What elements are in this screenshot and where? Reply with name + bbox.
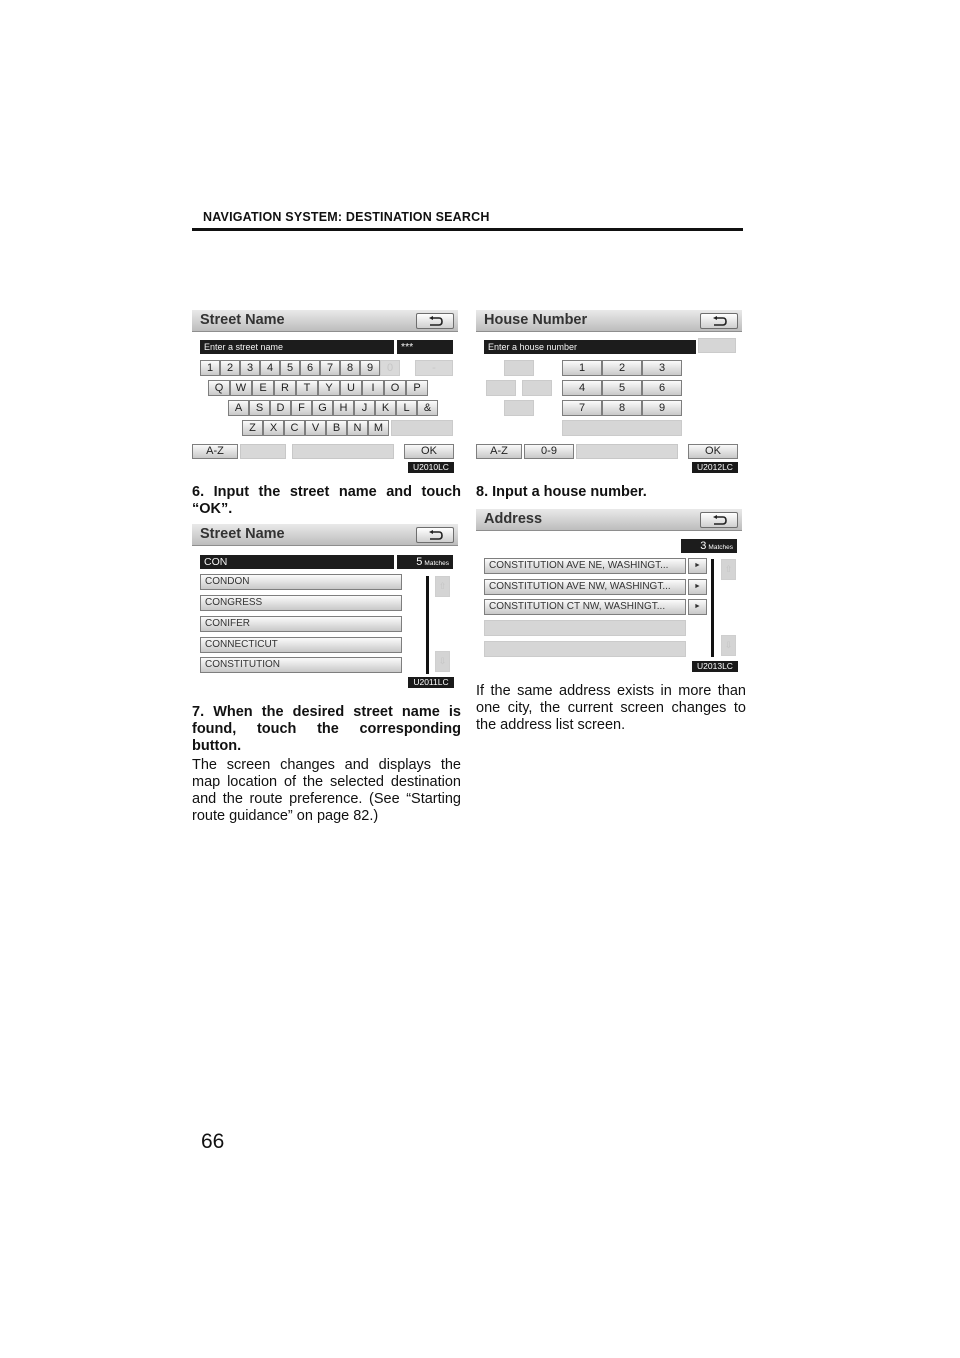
key-6[interactable]: 6 xyxy=(300,360,320,376)
key-9[interactable]: 9 xyxy=(642,400,682,416)
key-w[interactable]: W xyxy=(230,380,252,396)
match-number: 3 xyxy=(700,540,707,552)
key-disabled[interactable] xyxy=(504,400,534,416)
scroll-up-button[interactable]: ⇧ xyxy=(721,559,736,580)
key-t[interactable]: T xyxy=(296,380,318,396)
key-6[interactable]: 6 xyxy=(642,380,682,396)
screen-title: Street Name xyxy=(200,312,285,328)
key-7[interactable]: 7 xyxy=(562,400,602,416)
title-bar xyxy=(476,310,742,332)
back-button[interactable] xyxy=(416,313,454,329)
back-arrow-icon xyxy=(712,515,728,526)
key-f[interactable]: F xyxy=(291,400,312,416)
space-button[interactable] xyxy=(576,444,678,459)
key-4[interactable]: 4 xyxy=(562,380,602,396)
key-ampersand[interactable]: & xyxy=(417,400,438,416)
list-item[interactable]: CONIFER xyxy=(200,616,402,632)
key-disabled[interactable] xyxy=(391,420,453,436)
step-8: 8. Input a house number. xyxy=(476,484,647,500)
key-d[interactable]: D xyxy=(270,400,291,416)
a-z-button[interactable]: A-Z xyxy=(192,444,238,459)
house-number-input[interactable]: Enter a house number xyxy=(484,340,696,354)
key-r[interactable]: R xyxy=(274,380,296,396)
back-button[interactable] xyxy=(700,512,738,528)
key-9[interactable]: 9 xyxy=(360,360,380,376)
key-n[interactable]: N xyxy=(347,420,368,436)
header-rule xyxy=(192,228,743,231)
key-x[interactable]: X xyxy=(263,420,284,436)
key-p[interactable]: P xyxy=(406,380,428,396)
title-bar xyxy=(192,310,458,332)
delete-button[interactable] xyxy=(698,338,736,353)
back-button[interactable] xyxy=(700,313,738,329)
page-number: 66 xyxy=(201,1130,225,1153)
step-8-description: If the same address exists in more than one city, the current screen changes to the address list screen. xyxy=(476,683,746,733)
key-3[interactable]: 3 xyxy=(240,360,260,376)
street-name-list-screen xyxy=(192,524,458,688)
key-1[interactable]: 1 xyxy=(200,360,220,376)
list-item-empty xyxy=(484,641,686,657)
street-name-input[interactable]: Enter a street name xyxy=(200,340,394,354)
screen-title: Address xyxy=(484,511,543,527)
key-v[interactable]: V xyxy=(305,420,326,436)
address-list-screen xyxy=(476,509,742,673)
back-arrow-icon xyxy=(712,316,728,327)
key-y[interactable]: Y xyxy=(318,380,340,396)
list-item[interactable]: CONDON xyxy=(200,574,402,590)
scroll-down-button[interactable]: ⇩ xyxy=(721,635,736,656)
search-entry: CON xyxy=(200,555,394,569)
ok-button[interactable]: OK xyxy=(404,444,454,459)
key-dash[interactable]: - xyxy=(415,360,453,376)
key-u[interactable]: U xyxy=(340,380,362,396)
key-2[interactable]: 2 xyxy=(602,360,642,376)
key-c[interactable]: C xyxy=(284,420,305,436)
list-item[interactable]: CONSTITUTION AVE NE, WASHINGT... xyxy=(484,558,686,574)
key-5[interactable]: 5 xyxy=(602,380,642,396)
list-item[interactable]: CONNECTICUT xyxy=(200,637,402,653)
step-6: 6. Input the street name and touch “OK”. xyxy=(192,484,461,517)
key-i[interactable]: I xyxy=(362,380,384,396)
key-disabled[interactable] xyxy=(522,380,552,396)
list-item[interactable]: CONSTITUTION xyxy=(200,657,402,673)
figure-code: U2010LC xyxy=(408,462,454,473)
key-0[interactable]: 0 xyxy=(380,360,400,376)
street-name-keyboard-screen xyxy=(192,310,458,474)
figure-code: U2011LC xyxy=(408,677,454,688)
list-item[interactable]: CONSTITUTION AVE NW, WASHINGT... xyxy=(484,579,686,595)
screen-title: House Number xyxy=(484,312,588,328)
space-button[interactable] xyxy=(292,444,394,459)
list-item[interactable]: CONGRESS xyxy=(200,595,402,611)
step-7-description: The screen changes and displays the map location of the selected destination and the route preference. (See “Starting route guidance” on page 82.) xyxy=(192,757,461,824)
0-9-button[interactable]: 0-9 xyxy=(524,444,574,459)
match-number: 5 xyxy=(416,556,423,568)
scrollbar[interactable] xyxy=(426,576,429,674)
key-2[interactable]: 2 xyxy=(220,360,240,376)
back-button[interactable] xyxy=(416,527,454,543)
back-arrow-icon xyxy=(428,316,444,327)
screen-title: Street Name xyxy=(200,526,285,542)
match-count xyxy=(397,555,453,569)
title-bar xyxy=(192,524,458,546)
key-1[interactable]: 1 xyxy=(562,360,602,376)
key-disabled[interactable] xyxy=(504,360,534,376)
key-disabled[interactable] xyxy=(562,420,682,436)
key-8[interactable]: 8 xyxy=(340,360,360,376)
key-h[interactable]: H xyxy=(333,400,354,416)
title-bar xyxy=(476,509,742,531)
key-l[interactable]: L xyxy=(396,400,417,416)
list-item[interactable]: CONSTITUTION CT NW, WASHINGT... xyxy=(484,599,686,615)
scroll-down-button[interactable]: ⇩ xyxy=(435,651,450,672)
key-disabled[interactable] xyxy=(486,380,516,396)
key-k[interactable]: K xyxy=(375,400,396,416)
key-o[interactable]: O xyxy=(384,380,406,396)
key-j[interactable]: J xyxy=(354,400,375,416)
step-7: 7. When the desired street name is found, touch the corresponding button. xyxy=(192,704,461,754)
key-4[interactable]: 4 xyxy=(260,360,280,376)
list-item-empty xyxy=(484,620,686,636)
character-type-button[interactable] xyxy=(240,444,286,459)
key-e[interactable]: E xyxy=(252,380,274,396)
figure-code: U2013LC xyxy=(692,661,738,672)
key-q[interactable]: Q xyxy=(208,380,230,396)
a-z-button[interactable]: A-Z xyxy=(476,444,522,459)
figure-code: U2012LC xyxy=(692,462,738,473)
match-count xyxy=(681,539,737,553)
match-label: Matches xyxy=(424,560,449,567)
key-b[interactable]: B xyxy=(326,420,347,436)
key-a[interactable]: A xyxy=(228,400,249,416)
section-header: NAVIGATION SYSTEM: DESTINATION SEARCH xyxy=(203,210,490,224)
key-m[interactable]: M xyxy=(368,420,389,436)
key-3[interactable]: 3 xyxy=(642,360,682,376)
key-8[interactable]: 8 xyxy=(602,400,642,416)
detail-arrow-button[interactable]: ► xyxy=(688,579,707,595)
input-value-display: *** xyxy=(397,340,453,354)
ok-button[interactable]: OK xyxy=(688,444,738,459)
house-number-keypad-screen xyxy=(476,310,742,474)
key-g[interactable]: G xyxy=(312,400,333,416)
scroll-up-button[interactable]: ⇧ xyxy=(435,576,450,597)
match-label: Matches xyxy=(708,544,733,551)
key-7[interactable]: 7 xyxy=(320,360,340,376)
detail-arrow-button[interactable]: ► xyxy=(688,558,707,574)
back-arrow-icon xyxy=(428,530,444,541)
scrollbar[interactable] xyxy=(711,559,714,657)
detail-arrow-button[interactable]: ► xyxy=(688,599,707,615)
key-5[interactable]: 5 xyxy=(280,360,300,376)
key-z[interactable]: Z xyxy=(242,420,263,436)
key-s[interactable]: S xyxy=(249,400,270,416)
